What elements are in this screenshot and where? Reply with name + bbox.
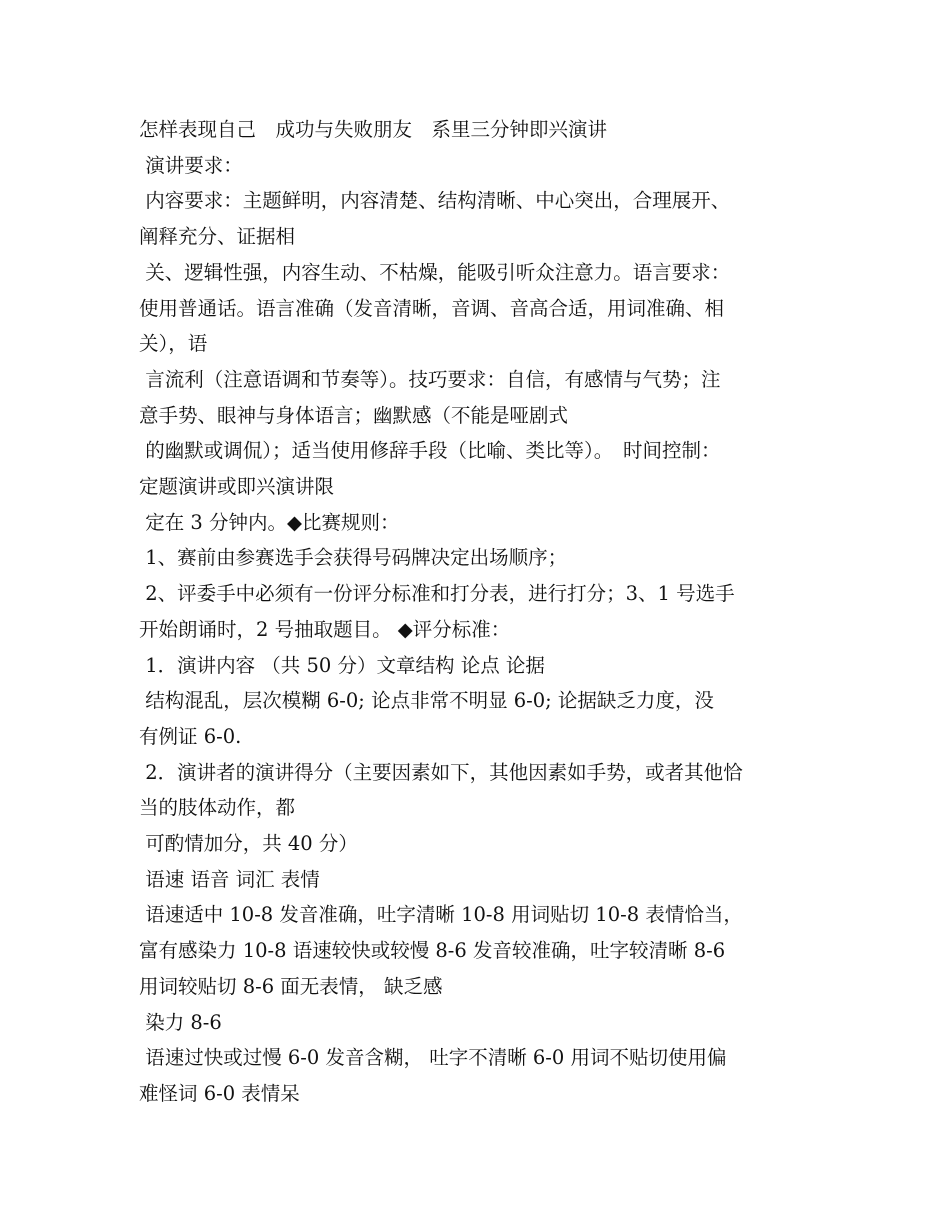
document-body [139,112,819,1112]
paragraph-line: 2、评委手中必须有一份评分标准和打分表，进行打分；3、1 号选手 [139,582,735,606]
paragraph-line: 有例证 6-0. [139,724,242,748]
paragraph-line: 定题演讲或即兴演讲限 [139,475,335,499]
paragraph-line: 可酌情加分，共 40 分） [139,832,358,856]
paragraph-line: 关、逻辑性强，内容生动、不枯燥，能吸引听众注意力。语言要求： [139,260,731,284]
paragraph-line: 使用普通话。语言准确（发音清晰，音调、音高合适，用词准确、相 [139,296,725,320]
paragraph-line: 内容要求：主题鲜明，内容清楚、结构清晰、中心突出，合理展开、 [139,189,731,213]
paragraph-line: 语速 语音 词汇 表情 [139,867,320,891]
paragraph-line: 开始朗诵时，2 号抽取题目。 ◆评分标准： [139,617,511,641]
paragraph-line: 的幽默或调侃）；适当使用修辞手段（比喻、类比等）。 时间控制： [139,439,721,463]
paragraph-line: 用词较贴切 8-6 面无表情， 缺乏感 [139,974,443,998]
paragraph-line: 2．演讲者的演讲得分（主要因素如下，其他因素如手势，或者其他恰 [139,760,743,784]
paragraph-line: 富有感染力 10-8 语速较快或较慢 8-6 发音较准确，吐字较清晰 8-6 [139,939,726,963]
paragraph-line: 1、赛前由参赛选手会获得号码牌决定出场顺序； [139,546,568,570]
paragraph-line: 意手势、眼神与身体语言；幽默感（不能是哑剧式 [139,403,569,427]
paragraph-line: 语速适中 10-8 发音准确，吐字清晰 10-8 用词贴切 10-8 表情恰当， [139,903,743,927]
paragraph-line: 当的肢体动作，都 [139,796,296,820]
paragraph-line: 定在 3 分钟内。◆比赛规则： [139,510,400,534]
paragraph-line: 关），语 [139,332,208,356]
paragraph-line: 难怪词 6-0 表情呆 [139,1081,300,1105]
paragraph-line: 言流利（注意语调和节奏等）。技巧要求：自信，有感情与气势；注 [139,367,721,391]
paragraph-line: 阐释充分、证据相 [139,225,296,249]
paragraph-line: 结构混乱，层次模糊 6-0; 论点非常不明显 6-0; 论据缺乏力度，没 [139,689,714,713]
paragraph-line: 1．演讲内容 （共 50 分）文章结构 论点 论据 [139,653,545,677]
paragraph-line: 演讲要求： [139,153,243,177]
paragraph-line: 染力 8-6 [139,1010,222,1034]
document-title: 怎样表现自己 成功与失败朋友 系里三分钟即兴演讲 [139,118,608,141]
paragraph-line: 语速过快或过慢 6-0 发音含糊， 吐字不清晰 6-0 用词不贴切使用偏 [139,1046,727,1070]
